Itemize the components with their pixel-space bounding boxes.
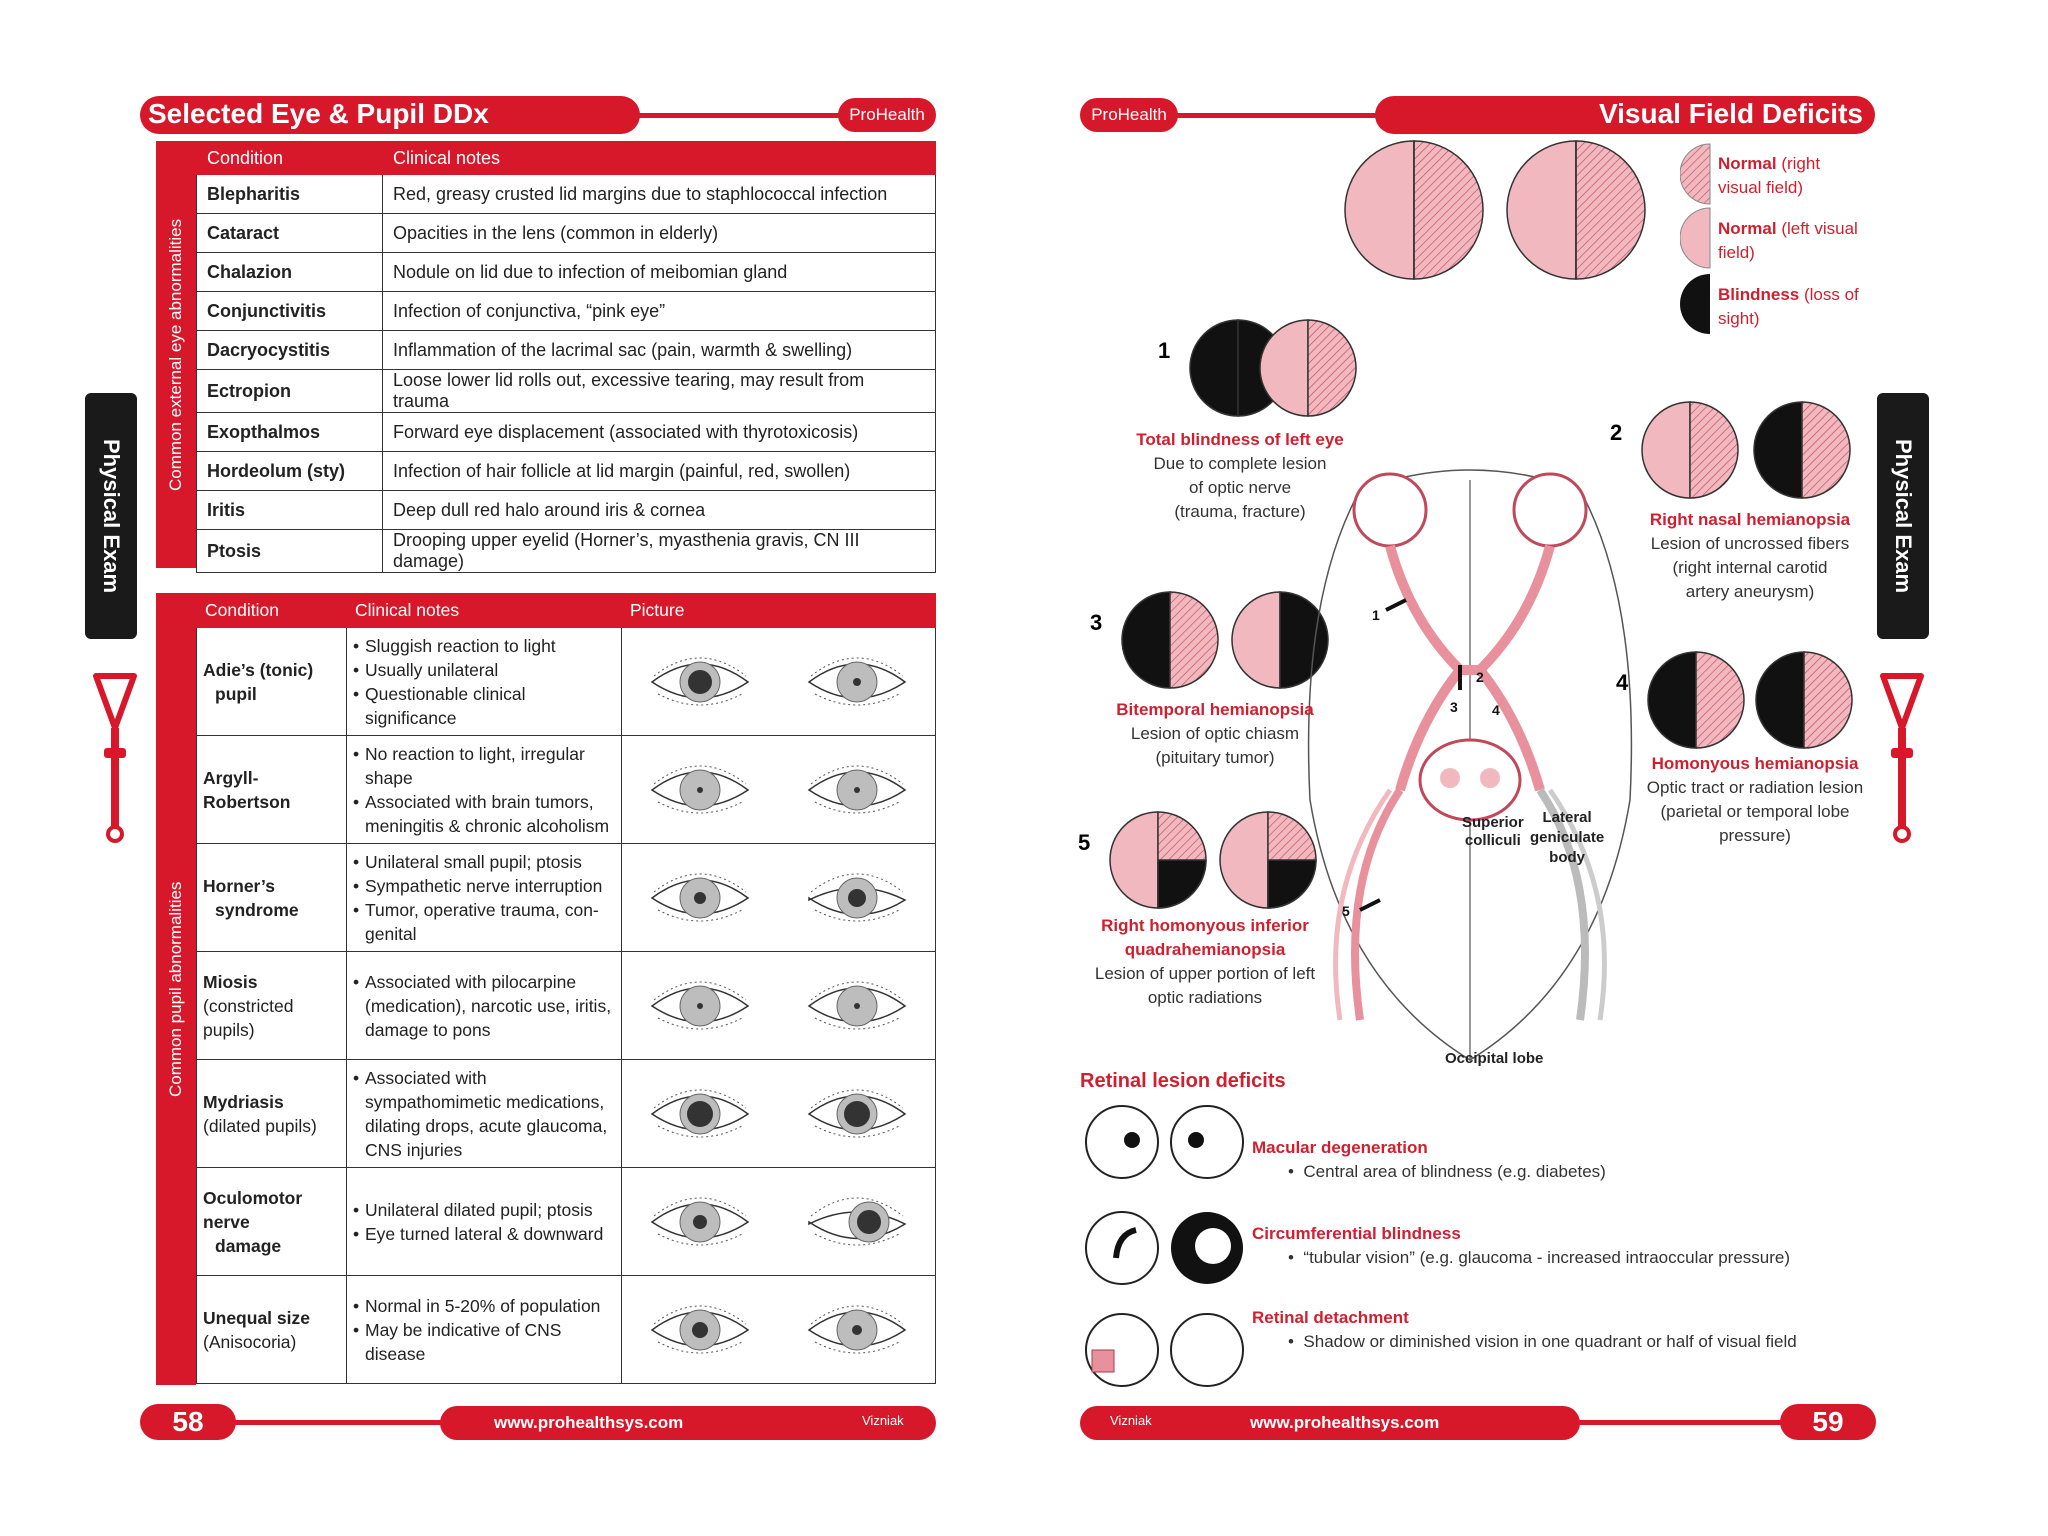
col-condition: Condition bbox=[197, 594, 347, 628]
condition-name: Miosis bbox=[203, 971, 258, 992]
retinal-section-title: Retinal lesion deficits bbox=[1080, 1070, 1286, 1092]
retinal-item-2: Circumferential blindness • “tubular vision” (e.g. glaucoma - increased intraoccular pressure) bbox=[1252, 1224, 1791, 1267]
condition-cell: Exopthalmos bbox=[197, 413, 383, 452]
notes-cell: Inflammation of the lacrimal sac (pain, warmth & swelling) bbox=[383, 331, 936, 370]
field-half bbox=[1756, 652, 1804, 748]
notes-cell: Red, greasy crusted lid margins due to staphlococcal infection bbox=[383, 175, 936, 214]
caption-deficit-2: Right nasal hemianopsia Lesion of uncrossed fibers (right internal carotid artery aneurysm) bbox=[1649, 510, 1851, 601]
caption-deficit-3: Bitemporal hemianopsia Lesion of optic chiasm (pituitary tumor) bbox=[1116, 700, 1314, 767]
condition-cell: Dacryocystitis bbox=[197, 331, 383, 370]
note-item: • Eye turned lateral & downward bbox=[365, 1222, 615, 1246]
retinal-diagrams bbox=[1080, 1100, 1250, 1390]
side-tab-left[interactable]: Physical Exam bbox=[85, 393, 137, 639]
note-item: • Associated with sympathomimetic medications, dilating drops, acute glaucoma, CNS injuries bbox=[365, 1066, 615, 1162]
condition-subtitle: (dilated pupils) bbox=[203, 1115, 317, 1136]
condition-name: Argyll-Robertson bbox=[203, 767, 291, 812]
side-tab-right[interactable]: Physical Exam bbox=[1877, 393, 1929, 639]
condition-name: Unequal size bbox=[203, 1307, 310, 1328]
note-item: • Associated with pilocarpine (medication), narcotic use, iritis, damage to pons bbox=[365, 970, 615, 1042]
condition-cell: Hordeolum (sty) bbox=[197, 452, 383, 491]
visual-pathway-diagram bbox=[1300, 460, 1640, 1080]
legend-item-3: Blindness (loss of sight) bbox=[1718, 285, 1859, 328]
field-quadrant bbox=[1158, 860, 1206, 908]
note-item: • Associated with brain tumors, meningitis & chronic alcoholism bbox=[365, 790, 615, 838]
condition-cell: Ptosis bbox=[197, 530, 383, 573]
note-item: • Tumor, operative trauma, con-genital bbox=[365, 898, 615, 946]
condition-cell: Ectropion bbox=[197, 370, 383, 413]
notes-cell: Drooping upper eyelid (Horner’s, myasthenia gravis, CN III damage) bbox=[383, 530, 936, 573]
condition-cell: Conjunctivitis bbox=[197, 292, 383, 331]
right-footer-url[interactable]: www.prohealthsys.com bbox=[1080, 1406, 1580, 1440]
caption-deficit-4: Homonyous hemianopsia Optic tract or radiation lesion (parietal or temporal lobe pressure) bbox=[1646, 754, 1864, 845]
note-item: • Sympathetic nerve interruption bbox=[365, 874, 615, 898]
note-item: • Sluggish reaction to light bbox=[365, 634, 615, 658]
left-brand-pill: ProHealth bbox=[838, 98, 936, 132]
field-half bbox=[1110, 812, 1158, 908]
deficit-number: 3 bbox=[1090, 610, 1103, 635]
col-notes: Clinical notes bbox=[383, 142, 936, 175]
col-notes: Clinical notes bbox=[347, 594, 622, 628]
left-footer-author: Vizniak bbox=[862, 1413, 904, 1428]
col-condition: Condition bbox=[197, 142, 383, 175]
legend-item-1: Normal (right visual field) bbox=[1718, 154, 1821, 197]
right-page-title: Visual Field Deficits bbox=[1375, 96, 1875, 134]
deficit-number: 5 bbox=[1078, 830, 1091, 855]
deficit-number: 4 bbox=[1616, 670, 1629, 695]
note-item: • May be indicative of CNS disease bbox=[365, 1318, 615, 1366]
condition-subtitle: (constricted pupils) bbox=[203, 995, 294, 1040]
field-half bbox=[1232, 592, 1280, 688]
retinal-item-3: Retinal detachment • Shadow or diminished vision in one quadrant or half of visual field bbox=[1252, 1308, 1797, 1351]
svg-text:1: 1 bbox=[1372, 607, 1380, 623]
field-half bbox=[1754, 402, 1802, 498]
note-item: • Usually unilateral bbox=[365, 658, 615, 682]
condition-cell: Cataract bbox=[197, 214, 383, 253]
note-item: • Normal in 5-20% of population bbox=[365, 1294, 615, 1318]
notes-cell: Forward eye displacement (associated with thyrotoxicosis) bbox=[383, 413, 936, 452]
condition-cell: Iritis bbox=[197, 491, 383, 530]
condition-name: Horner’s bbox=[203, 875, 275, 896]
svg-text:2: 2 bbox=[1476, 669, 1484, 685]
svg-text:5: 5 bbox=[1342, 903, 1350, 919]
notes-cell: Infection of hair follicle at lid margin (painful, red, swollen) bbox=[383, 452, 936, 491]
right-page-number: 59 bbox=[1780, 1404, 1876, 1440]
note-item: • Unilateral dilated pupil; ptosis bbox=[365, 1198, 615, 1222]
svg-text:4: 4 bbox=[1492, 702, 1500, 718]
col-picture: Picture bbox=[622, 594, 936, 628]
notes-cell: Loose lower lid rolls out, excessive tearing, may result from trauma bbox=[383, 370, 936, 413]
vbar-external: Common external eye abnormalities bbox=[156, 141, 196, 568]
condition-name-line2: pupil bbox=[215, 683, 257, 704]
field-half bbox=[1308, 320, 1356, 416]
note-item: • Unilateral small pupil; ptosis bbox=[365, 850, 615, 874]
field-half bbox=[1190, 320, 1238, 416]
note-item: • No reaction to light, irregular shape bbox=[365, 742, 615, 790]
caption-deficit-1: Total blindness of left eye Due to complete lesion of optic nerve (trauma, fracture) bbox=[1136, 430, 1344, 521]
condition-name-line2: syndrome bbox=[215, 899, 299, 920]
label-occipital-lobe: Occipital lobe bbox=[1445, 1050, 1544, 1067]
condition-name-line2: damage bbox=[215, 1235, 282, 1256]
notes-cell: Opacities in the lens (common in elderly) bbox=[383, 214, 936, 253]
deficit-number: 1 bbox=[1158, 338, 1171, 363]
field-half bbox=[1648, 652, 1696, 748]
field-half bbox=[1220, 812, 1268, 908]
notes-cell: Infection of conjunctiva, “pink eye” bbox=[383, 292, 936, 331]
label-lateral-geniculate: Lateral geniculate body bbox=[1530, 809, 1605, 866]
field-half bbox=[1804, 652, 1852, 748]
caption-deficit-5: Right homonyous inferior quadrahemianopsia Lesion of upper portion of left optic radiations bbox=[1094, 916, 1316, 1007]
field-half bbox=[1122, 592, 1170, 688]
notes-cell: Deep dull red halo around iris & cornea bbox=[383, 491, 936, 530]
field-half bbox=[1170, 592, 1218, 688]
condition-name: Mydriasis bbox=[203, 1091, 284, 1112]
field-half bbox=[1802, 402, 1850, 498]
left-footer-url[interactable]: www.prohealthsys.com bbox=[440, 1406, 936, 1440]
condition-cell: Chalazion bbox=[197, 253, 383, 292]
right-brand-pill: ProHealth bbox=[1080, 98, 1178, 132]
retinal-item-1: Macular degeneration • Central area of blindness (e.g. diabetes) bbox=[1252, 1138, 1606, 1181]
field-half bbox=[1642, 402, 1690, 498]
vbar-pupil: Common pupil abnormalities bbox=[156, 593, 196, 1385]
condition-subtitle: (Anisocoria) bbox=[203, 1331, 297, 1352]
field-half bbox=[1696, 652, 1744, 748]
deficit-number: 2 bbox=[1610, 420, 1623, 445]
condition-cell: Blepharitis bbox=[197, 175, 383, 214]
field-half bbox=[1690, 402, 1738, 498]
left-page-title: Selected Eye & Pupil DDx bbox=[140, 96, 640, 134]
condition-name: Adie’s (tonic) bbox=[203, 659, 314, 680]
note-item: • Questionable clinical significance bbox=[365, 682, 615, 730]
right-footer-author: Vizniak bbox=[1110, 1413, 1152, 1428]
left-page-number: 58 bbox=[140, 1404, 236, 1440]
label-superior-colliculi: Superior colliculi bbox=[1462, 814, 1524, 849]
legend-item-2: Normal (left visual field) bbox=[1718, 219, 1858, 262]
condition-name: Oculomotor nerve bbox=[203, 1187, 303, 1232]
svg-text:3: 3 bbox=[1450, 699, 1458, 715]
notes-cell: Nodule on lid due to infection of meibomian gland bbox=[383, 253, 936, 292]
